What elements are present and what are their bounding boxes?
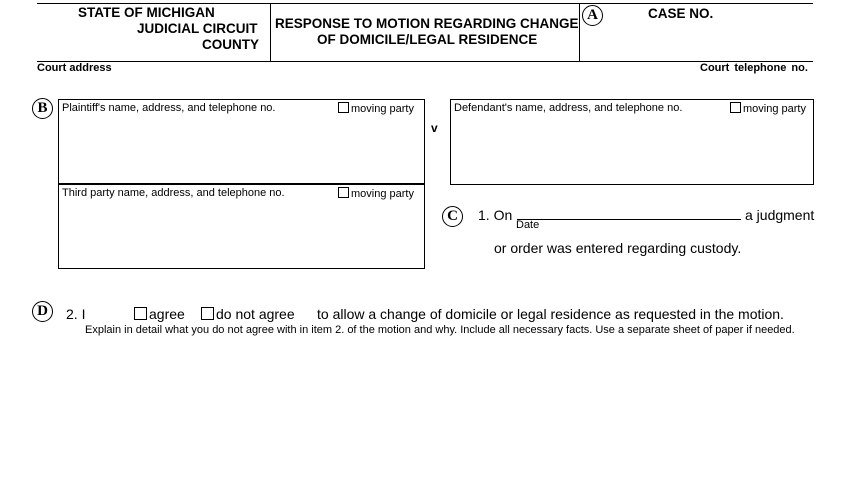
marker-c: C xyxy=(442,206,463,227)
third-party-moving-party-label: moving party xyxy=(351,188,414,200)
third-party-label: Third party name, address, and telephone no. xyxy=(62,187,285,199)
item1-prefix: 1. On xyxy=(478,207,513,223)
county-label: COUNTY xyxy=(202,37,259,52)
agree-label: agree xyxy=(149,306,185,322)
header-bottom-rule xyxy=(37,61,813,62)
agree-checkbox[interactable] xyxy=(134,307,147,320)
defendant-moving-party[interactable] xyxy=(730,102,806,115)
case-no-label: CASE NO. xyxy=(648,6,714,21)
state-label: STATE OF MICHIGAN xyxy=(78,5,215,20)
item1-date-field[interactable] xyxy=(517,219,741,220)
header-divider-1 xyxy=(270,3,271,61)
third-party-moving-party[interactable] xyxy=(338,187,414,200)
header-divider-2 xyxy=(579,3,580,61)
plaintiff-label: Plaintiff's name, address, and telephone no. xyxy=(62,102,276,114)
marker-a: A xyxy=(582,5,603,26)
marker-b: B xyxy=(32,98,53,119)
explanation-text-area[interactable] xyxy=(37,342,813,472)
marker-d: D xyxy=(32,301,53,322)
court-address-label: Court address xyxy=(37,62,112,74)
not-agree-checkbox[interactable] xyxy=(201,307,214,320)
defendant-moving-party-checkbox[interactable] xyxy=(730,102,741,113)
defendant-label: Defendant's name, address, and telephone no. xyxy=(454,102,683,114)
third-party-moving-party-checkbox[interactable] xyxy=(338,187,349,198)
item1-date-label: Date xyxy=(516,219,540,231)
judicial-circuit-label: JUDICIAL CIRCUIT xyxy=(137,21,258,36)
defendant-moving-party-label: moving party xyxy=(743,103,806,115)
item1-line2: or order was entered regarding custody. xyxy=(494,240,742,256)
form-title-line1: RESPONSE TO MOTION REGARDING CHANGE xyxy=(275,16,579,31)
header-top-rule xyxy=(37,3,813,4)
item1-suffix: a judgment xyxy=(745,207,815,223)
item2-explain: Explain in detail what you do not agree with in item 2. of the motion and why. Include all necessary facts. Use a separate sheet of paper if needed. xyxy=(85,324,795,336)
item2-statement: to allow a change of domicile or legal residence as requested in the motion. xyxy=(317,306,784,322)
item2-prefix: 2. I xyxy=(66,306,86,322)
versus-label: v xyxy=(431,121,438,135)
plaintiff-box[interactable] xyxy=(58,99,425,184)
third-party-box[interactable] xyxy=(58,184,425,269)
not-agree-option[interactable] xyxy=(201,306,295,322)
plaintiff-moving-party-checkbox[interactable] xyxy=(338,102,349,113)
not-agree-label: do not agree xyxy=(216,306,295,322)
agree-option[interactable] xyxy=(134,306,185,322)
court-telephone-label: Court telephone no. xyxy=(700,62,808,74)
plaintiff-moving-party-label: moving party xyxy=(351,103,414,115)
form-title-line2: OF DOMICILE/LEGAL RESIDENCE xyxy=(317,32,538,47)
plaintiff-moving-party[interactable] xyxy=(338,102,414,115)
defendant-box[interactable] xyxy=(450,99,814,185)
